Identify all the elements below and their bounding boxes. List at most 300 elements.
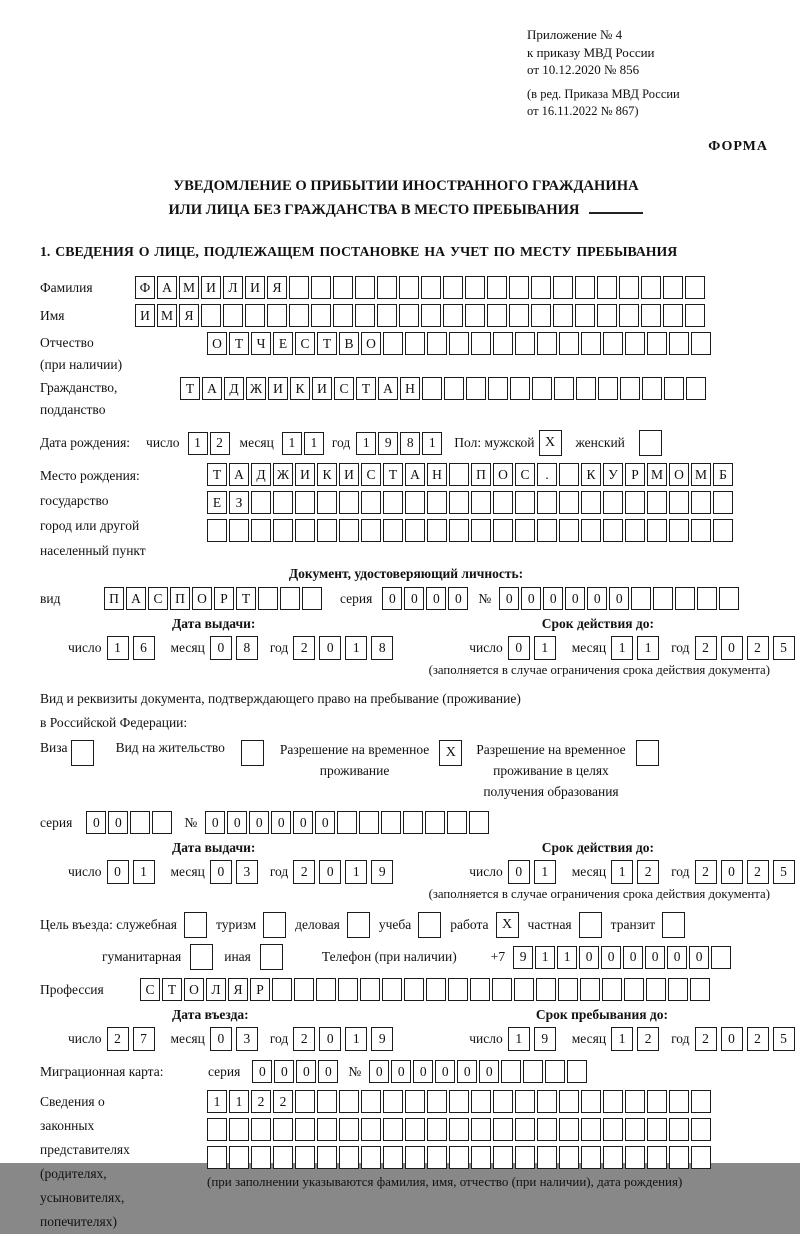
form-cell[interactable] bbox=[669, 1146, 689, 1169]
form-cell[interactable] bbox=[581, 332, 601, 355]
form-cell[interactable]: 5 bbox=[773, 636, 795, 660]
form-cell[interactable]: П bbox=[104, 587, 124, 610]
form-cell[interactable] bbox=[383, 1118, 403, 1141]
form-cell[interactable] bbox=[466, 377, 486, 400]
form-cell[interactable]: 0 bbox=[271, 811, 291, 834]
form-cell[interactable]: Я bbox=[179, 304, 199, 327]
purpose-other-checkbox[interactable] bbox=[260, 944, 283, 970]
form-cell[interactable]: А bbox=[378, 377, 398, 400]
form-cell[interactable]: 3 bbox=[236, 860, 258, 884]
form-cell[interactable] bbox=[663, 304, 683, 327]
form-cell[interactable] bbox=[405, 1090, 425, 1113]
form-cell[interactable]: Я bbox=[267, 276, 287, 299]
form-cell[interactable] bbox=[581, 491, 601, 514]
form-cell[interactable] bbox=[427, 1118, 447, 1141]
form-cell[interactable]: 0 bbox=[296, 1060, 316, 1083]
form-cell[interactable] bbox=[201, 304, 221, 327]
form-cell[interactable] bbox=[558, 978, 578, 1001]
form-cell[interactable] bbox=[598, 377, 618, 400]
form-cell[interactable]: 0 bbox=[319, 860, 341, 884]
form-cell[interactable] bbox=[691, 1146, 711, 1169]
form-cell[interactable] bbox=[383, 1090, 403, 1113]
form-cell[interactable] bbox=[223, 304, 243, 327]
form-cell[interactable] bbox=[302, 587, 322, 610]
form-cell[interactable] bbox=[427, 1090, 447, 1113]
form-cell[interactable] bbox=[646, 978, 666, 1001]
form-cell[interactable] bbox=[603, 1090, 623, 1113]
form-cell[interactable] bbox=[381, 811, 401, 834]
form-cell[interactable] bbox=[383, 491, 403, 514]
form-cell[interactable]: Ч bbox=[251, 332, 271, 355]
form-cell[interactable] bbox=[493, 491, 513, 514]
form-cell[interactable] bbox=[383, 332, 403, 355]
form-cell[interactable]: 0 bbox=[623, 946, 643, 969]
form-cell[interactable] bbox=[624, 978, 644, 1001]
form-cell[interactable] bbox=[597, 276, 617, 299]
form-cell[interactable] bbox=[355, 304, 375, 327]
form-cell[interactable] bbox=[493, 1090, 513, 1113]
form-cell[interactable]: И bbox=[295, 463, 315, 486]
form-cell[interactable] bbox=[316, 978, 336, 1001]
form-cell[interactable] bbox=[421, 276, 441, 299]
form-cell[interactable] bbox=[449, 463, 469, 486]
form-cell[interactable] bbox=[488, 377, 508, 400]
form-cell[interactable] bbox=[207, 519, 227, 542]
form-cell[interactable] bbox=[339, 1090, 359, 1113]
form-cell[interactable]: Т bbox=[317, 332, 337, 355]
form-cell[interactable] bbox=[251, 1118, 271, 1141]
form-cell[interactable] bbox=[427, 332, 447, 355]
form-cell[interactable]: 2 bbox=[637, 1027, 659, 1051]
form-cell[interactable]: 0 bbox=[645, 946, 665, 969]
form-cell[interactable] bbox=[251, 1146, 271, 1169]
form-cell[interactable]: 1 bbox=[282, 432, 302, 455]
form-cell[interactable] bbox=[669, 491, 689, 514]
form-cell[interactable]: 1 bbox=[207, 1090, 227, 1113]
form-cell[interactable] bbox=[449, 1146, 469, 1169]
form-cell[interactable]: 0 bbox=[721, 636, 743, 660]
form-cell[interactable] bbox=[531, 304, 551, 327]
form-cell[interactable] bbox=[597, 304, 617, 327]
form-cell[interactable] bbox=[339, 1118, 359, 1141]
form-cell[interactable] bbox=[229, 519, 249, 542]
form-cell[interactable] bbox=[471, 1118, 491, 1141]
form-cell[interactable]: М bbox=[647, 463, 667, 486]
purpose-transit-checkbox[interactable] bbox=[662, 912, 685, 938]
form-cell[interactable] bbox=[317, 1118, 337, 1141]
form-cell[interactable] bbox=[152, 811, 172, 834]
form-cell[interactable] bbox=[425, 811, 445, 834]
form-cell[interactable]: Л bbox=[206, 978, 226, 1001]
form-cell[interactable] bbox=[422, 377, 442, 400]
form-cell[interactable]: А bbox=[126, 587, 146, 610]
form-cell[interactable]: С bbox=[148, 587, 168, 610]
form-cell[interactable]: П bbox=[170, 587, 190, 610]
form-cell[interactable] bbox=[647, 491, 667, 514]
form-cell[interactable] bbox=[405, 1118, 425, 1141]
form-cell[interactable]: И bbox=[245, 276, 265, 299]
form-cell[interactable]: 9 bbox=[371, 860, 393, 884]
form-cell[interactable]: 1 bbox=[534, 636, 556, 660]
form-cell[interactable]: 1 bbox=[229, 1090, 249, 1113]
form-cell[interactable] bbox=[427, 1146, 447, 1169]
purpose-private-checkbox[interactable] bbox=[579, 912, 602, 938]
form-cell[interactable] bbox=[691, 1090, 711, 1113]
form-cell[interactable] bbox=[537, 491, 557, 514]
form-cell[interactable]: 0 bbox=[205, 811, 225, 834]
form-cell[interactable] bbox=[229, 1146, 249, 1169]
form-cell[interactable] bbox=[130, 811, 150, 834]
form-cell[interactable] bbox=[509, 304, 529, 327]
form-cell[interactable]: 0 bbox=[210, 1027, 232, 1051]
form-cell[interactable] bbox=[559, 1146, 579, 1169]
form-cell[interactable] bbox=[421, 304, 441, 327]
form-cell[interactable]: 0 bbox=[587, 587, 607, 610]
purpose-business-checkbox[interactable] bbox=[347, 912, 370, 938]
form-cell[interactable]: 5 bbox=[773, 860, 795, 884]
form-cell[interactable] bbox=[207, 1118, 227, 1141]
form-cell[interactable]: И bbox=[339, 463, 359, 486]
form-cell[interactable]: В bbox=[339, 332, 359, 355]
form-cell[interactable]: И bbox=[312, 377, 332, 400]
form-cell[interactable]: 0 bbox=[249, 811, 269, 834]
form-cell[interactable] bbox=[258, 587, 278, 610]
temp-residence-edu-checkbox[interactable] bbox=[636, 740, 659, 766]
form-cell[interactable]: 1 bbox=[557, 946, 577, 969]
form-cell[interactable]: 2 bbox=[107, 1027, 129, 1051]
form-cell[interactable] bbox=[471, 491, 491, 514]
form-cell[interactable] bbox=[575, 304, 595, 327]
form-cell[interactable]: 8 bbox=[236, 636, 258, 660]
form-cell[interactable] bbox=[581, 519, 601, 542]
form-cell[interactable]: А bbox=[405, 463, 425, 486]
form-cell[interactable]: Д bbox=[224, 377, 244, 400]
form-cell[interactable]: И bbox=[135, 304, 155, 327]
form-cell[interactable] bbox=[427, 491, 447, 514]
form-cell[interactable] bbox=[448, 978, 468, 1001]
form-cell[interactable] bbox=[405, 332, 425, 355]
form-cell[interactable] bbox=[471, 332, 491, 355]
form-cell[interactable] bbox=[514, 978, 534, 1001]
form-cell[interactable]: 1 bbox=[188, 432, 208, 455]
form-cell[interactable] bbox=[443, 276, 463, 299]
form-cell[interactable]: 2 bbox=[637, 860, 659, 884]
form-cell[interactable] bbox=[295, 1090, 315, 1113]
form-cell[interactable]: М bbox=[691, 463, 711, 486]
form-cell[interactable]: С bbox=[515, 463, 535, 486]
form-cell[interactable] bbox=[493, 1146, 513, 1169]
form-cell[interactable] bbox=[647, 1090, 667, 1113]
form-cell[interactable] bbox=[631, 587, 651, 610]
form-cell[interactable]: К bbox=[581, 463, 601, 486]
form-cell[interactable] bbox=[295, 491, 315, 514]
form-cell[interactable] bbox=[447, 811, 467, 834]
form-cell[interactable]: О bbox=[184, 978, 204, 1001]
form-cell[interactable]: 2 bbox=[695, 1027, 717, 1051]
form-cell[interactable]: 1 bbox=[107, 636, 129, 660]
form-cell[interactable]: О bbox=[669, 463, 689, 486]
form-cell[interactable]: Р bbox=[625, 463, 645, 486]
sex-female-checkbox[interactable] bbox=[639, 430, 662, 456]
form-cell[interactable] bbox=[251, 491, 271, 514]
form-cell[interactable]: 6 bbox=[133, 636, 155, 660]
form-cell[interactable] bbox=[383, 519, 403, 542]
form-cell[interactable]: 1 bbox=[637, 636, 659, 660]
form-cell[interactable]: О bbox=[207, 332, 227, 355]
form-cell[interactable] bbox=[553, 304, 573, 327]
form-cell[interactable] bbox=[675, 587, 695, 610]
form-cell[interactable] bbox=[382, 978, 402, 1001]
form-cell[interactable] bbox=[691, 1118, 711, 1141]
form-cell[interactable] bbox=[647, 332, 667, 355]
form-cell[interactable] bbox=[581, 1090, 601, 1113]
form-cell[interactable] bbox=[317, 1146, 337, 1169]
form-cell[interactable] bbox=[686, 377, 706, 400]
form-cell[interactable] bbox=[377, 304, 397, 327]
form-cell[interactable]: С bbox=[140, 978, 160, 1001]
form-cell[interactable]: 1 bbox=[611, 636, 633, 660]
form-cell[interactable]: 2 bbox=[695, 636, 717, 660]
form-cell[interactable]: Ж bbox=[273, 463, 293, 486]
form-cell[interactable]: М bbox=[179, 276, 199, 299]
form-cell[interactable]: 2 bbox=[210, 432, 230, 455]
form-cell[interactable] bbox=[361, 491, 381, 514]
form-cell[interactable] bbox=[294, 978, 314, 1001]
form-cell[interactable]: 5 bbox=[773, 1027, 795, 1051]
form-cell[interactable] bbox=[251, 519, 271, 542]
form-cell[interactable]: Л bbox=[223, 276, 243, 299]
form-cell[interactable] bbox=[449, 1090, 469, 1113]
form-cell[interactable]: 0 bbox=[210, 636, 232, 660]
form-cell[interactable] bbox=[559, 332, 579, 355]
visa-checkbox[interactable] bbox=[71, 740, 94, 766]
form-cell[interactable]: 1 bbox=[508, 1027, 530, 1051]
form-cell[interactable] bbox=[603, 491, 623, 514]
form-cell[interactable] bbox=[449, 1118, 469, 1141]
form-cell[interactable] bbox=[537, 519, 557, 542]
form-cell[interactable]: А bbox=[202, 377, 222, 400]
form-cell[interactable] bbox=[559, 1118, 579, 1141]
form-cell[interactable]: 0 bbox=[457, 1060, 477, 1083]
form-cell[interactable] bbox=[471, 1090, 491, 1113]
form-cell[interactable] bbox=[581, 1118, 601, 1141]
form-cell[interactable]: С bbox=[295, 332, 315, 355]
form-cell[interactable] bbox=[619, 276, 639, 299]
form-cell[interactable]: 2 bbox=[293, 860, 315, 884]
form-cell[interactable]: 3 bbox=[236, 1027, 258, 1051]
form-cell[interactable] bbox=[273, 1118, 293, 1141]
form-cell[interactable] bbox=[317, 519, 337, 542]
form-cell[interactable]: Т bbox=[356, 377, 376, 400]
form-cell[interactable] bbox=[669, 1090, 689, 1113]
form-cell[interactable] bbox=[465, 304, 485, 327]
form-cell[interactable] bbox=[581, 1146, 601, 1169]
form-cell[interactable] bbox=[273, 491, 293, 514]
form-cell[interactable] bbox=[317, 491, 337, 514]
form-cell[interactable] bbox=[713, 491, 733, 514]
form-cell[interactable] bbox=[515, 1090, 535, 1113]
form-cell[interactable] bbox=[603, 519, 623, 542]
form-cell[interactable]: Н bbox=[400, 377, 420, 400]
form-cell[interactable] bbox=[399, 276, 419, 299]
form-cell[interactable] bbox=[625, 1118, 645, 1141]
form-cell[interactable]: 0 bbox=[579, 946, 599, 969]
form-cell[interactable]: 0 bbox=[86, 811, 106, 834]
form-cell[interactable] bbox=[449, 491, 469, 514]
form-cell[interactable] bbox=[537, 1090, 557, 1113]
form-cell[interactable]: 2 bbox=[747, 860, 769, 884]
form-cell[interactable]: 2 bbox=[747, 636, 769, 660]
form-cell[interactable]: 0 bbox=[227, 811, 247, 834]
temp-residence-checkbox[interactable]: X bbox=[439, 740, 462, 766]
form-cell[interactable] bbox=[515, 519, 535, 542]
form-cell[interactable] bbox=[383, 1146, 403, 1169]
residence-permit-checkbox[interactable] bbox=[241, 740, 264, 766]
form-cell[interactable]: Р bbox=[214, 587, 234, 610]
form-cell[interactable]: А bbox=[229, 463, 249, 486]
form-cell[interactable] bbox=[273, 519, 293, 542]
form-cell[interactable] bbox=[333, 276, 353, 299]
form-cell[interactable] bbox=[602, 978, 622, 1001]
form-cell[interactable] bbox=[559, 463, 579, 486]
form-cell[interactable]: Ф bbox=[135, 276, 155, 299]
form-cell[interactable] bbox=[338, 978, 358, 1001]
form-cell[interactable]: С bbox=[361, 463, 381, 486]
form-cell[interactable] bbox=[663, 276, 683, 299]
form-cell[interactable] bbox=[359, 811, 379, 834]
form-cell[interactable]: 0 bbox=[252, 1060, 272, 1083]
form-cell[interactable]: Т bbox=[383, 463, 403, 486]
form-cell[interactable] bbox=[620, 377, 640, 400]
form-cell[interactable] bbox=[360, 978, 380, 1001]
form-cell[interactable] bbox=[449, 332, 469, 355]
form-cell[interactable]: 0 bbox=[499, 587, 519, 610]
form-cell[interactable]: Я bbox=[228, 978, 248, 1001]
form-cell[interactable] bbox=[554, 377, 574, 400]
form-cell[interactable] bbox=[317, 1090, 337, 1113]
form-cell[interactable]: Т bbox=[229, 332, 249, 355]
form-cell[interactable] bbox=[575, 276, 595, 299]
form-cell[interactable]: 1 bbox=[611, 860, 633, 884]
form-cell[interactable] bbox=[642, 377, 662, 400]
form-cell[interactable] bbox=[443, 304, 463, 327]
form-cell[interactable] bbox=[510, 377, 530, 400]
form-cell[interactable]: 0 bbox=[565, 587, 585, 610]
form-cell[interactable]: Б bbox=[713, 463, 733, 486]
form-cell[interactable] bbox=[515, 1118, 535, 1141]
form-cell[interactable] bbox=[690, 978, 710, 1001]
form-cell[interactable]: Т bbox=[236, 587, 256, 610]
form-cell[interactable]: 8 bbox=[371, 636, 393, 660]
form-cell[interactable] bbox=[333, 304, 353, 327]
purpose-humanitarian-checkbox[interactable] bbox=[190, 944, 213, 970]
form-cell[interactable] bbox=[207, 1146, 227, 1169]
form-cell[interactable] bbox=[449, 519, 469, 542]
form-cell[interactable] bbox=[647, 1118, 667, 1141]
form-cell[interactable]: У bbox=[603, 463, 623, 486]
form-cell[interactable]: 0 bbox=[210, 860, 232, 884]
form-cell[interactable] bbox=[713, 519, 733, 542]
form-cell[interactable] bbox=[531, 276, 551, 299]
form-cell[interactable] bbox=[295, 519, 315, 542]
form-cell[interactable]: К bbox=[317, 463, 337, 486]
form-cell[interactable] bbox=[493, 1118, 513, 1141]
form-cell[interactable] bbox=[361, 1118, 381, 1141]
form-cell[interactable]: 0 bbox=[369, 1060, 389, 1083]
form-cell[interactable] bbox=[567, 1060, 587, 1083]
form-cell[interactable]: 0 bbox=[274, 1060, 294, 1083]
form-cell[interactable]: И bbox=[201, 276, 221, 299]
form-cell[interactable] bbox=[405, 519, 425, 542]
form-cell[interactable] bbox=[377, 276, 397, 299]
sex-male-checkbox[interactable]: X bbox=[539, 430, 562, 456]
form-cell[interactable]: 1 bbox=[345, 1027, 367, 1051]
form-cell[interactable]: З bbox=[229, 491, 249, 514]
form-cell[interactable] bbox=[691, 519, 711, 542]
form-cell[interactable]: Р bbox=[250, 978, 270, 1001]
form-cell[interactable]: 1 bbox=[535, 946, 555, 969]
form-cell[interactable] bbox=[444, 377, 464, 400]
form-cell[interactable] bbox=[515, 332, 535, 355]
form-cell[interactable] bbox=[267, 304, 287, 327]
form-cell[interactable]: 0 bbox=[404, 587, 424, 610]
form-cell[interactable]: 9 bbox=[371, 1027, 393, 1051]
form-cell[interactable]: Е bbox=[207, 491, 227, 514]
form-cell[interactable] bbox=[469, 811, 489, 834]
form-cell[interactable] bbox=[426, 978, 446, 1001]
form-cell[interactable]: 0 bbox=[319, 636, 341, 660]
form-cell[interactable]: 0 bbox=[448, 587, 468, 610]
form-cell[interactable] bbox=[669, 519, 689, 542]
form-cell[interactable]: И bbox=[268, 377, 288, 400]
form-cell[interactable] bbox=[619, 304, 639, 327]
form-cell[interactable] bbox=[515, 1146, 535, 1169]
form-cell[interactable] bbox=[669, 332, 689, 355]
form-cell[interactable] bbox=[295, 1118, 315, 1141]
form-cell[interactable]: Д bbox=[251, 463, 271, 486]
form-cell[interactable] bbox=[576, 377, 596, 400]
form-cell[interactable]: 0 bbox=[382, 587, 402, 610]
form-cell[interactable]: 0 bbox=[108, 811, 128, 834]
form-cell[interactable] bbox=[273, 1146, 293, 1169]
form-cell[interactable] bbox=[493, 519, 513, 542]
form-cell[interactable]: А bbox=[157, 276, 177, 299]
form-cell[interactable]: 1 bbox=[422, 432, 442, 455]
form-cell[interactable]: 0 bbox=[426, 587, 446, 610]
form-cell[interactable] bbox=[280, 587, 300, 610]
form-cell[interactable] bbox=[647, 1146, 667, 1169]
form-cell[interactable]: П bbox=[471, 463, 491, 486]
form-cell[interactable] bbox=[553, 276, 573, 299]
form-cell[interactable] bbox=[405, 1146, 425, 1169]
form-cell[interactable] bbox=[361, 1146, 381, 1169]
form-cell[interactable] bbox=[427, 519, 447, 542]
form-cell[interactable]: 0 bbox=[293, 811, 313, 834]
form-cell[interactable] bbox=[625, 519, 645, 542]
form-cell[interactable]: 1 bbox=[345, 636, 367, 660]
form-cell[interactable]: Н bbox=[427, 463, 447, 486]
form-cell[interactable]: 2 bbox=[695, 860, 717, 884]
form-cell[interactable] bbox=[465, 276, 485, 299]
form-cell[interactable] bbox=[685, 304, 705, 327]
form-cell[interactable] bbox=[289, 276, 309, 299]
form-cell[interactable]: 9 bbox=[534, 1027, 556, 1051]
form-cell[interactable] bbox=[355, 276, 375, 299]
form-cell[interactable]: 1 bbox=[345, 860, 367, 884]
form-cell[interactable] bbox=[471, 1146, 491, 1169]
form-cell[interactable] bbox=[515, 491, 535, 514]
form-cell[interactable] bbox=[487, 276, 507, 299]
